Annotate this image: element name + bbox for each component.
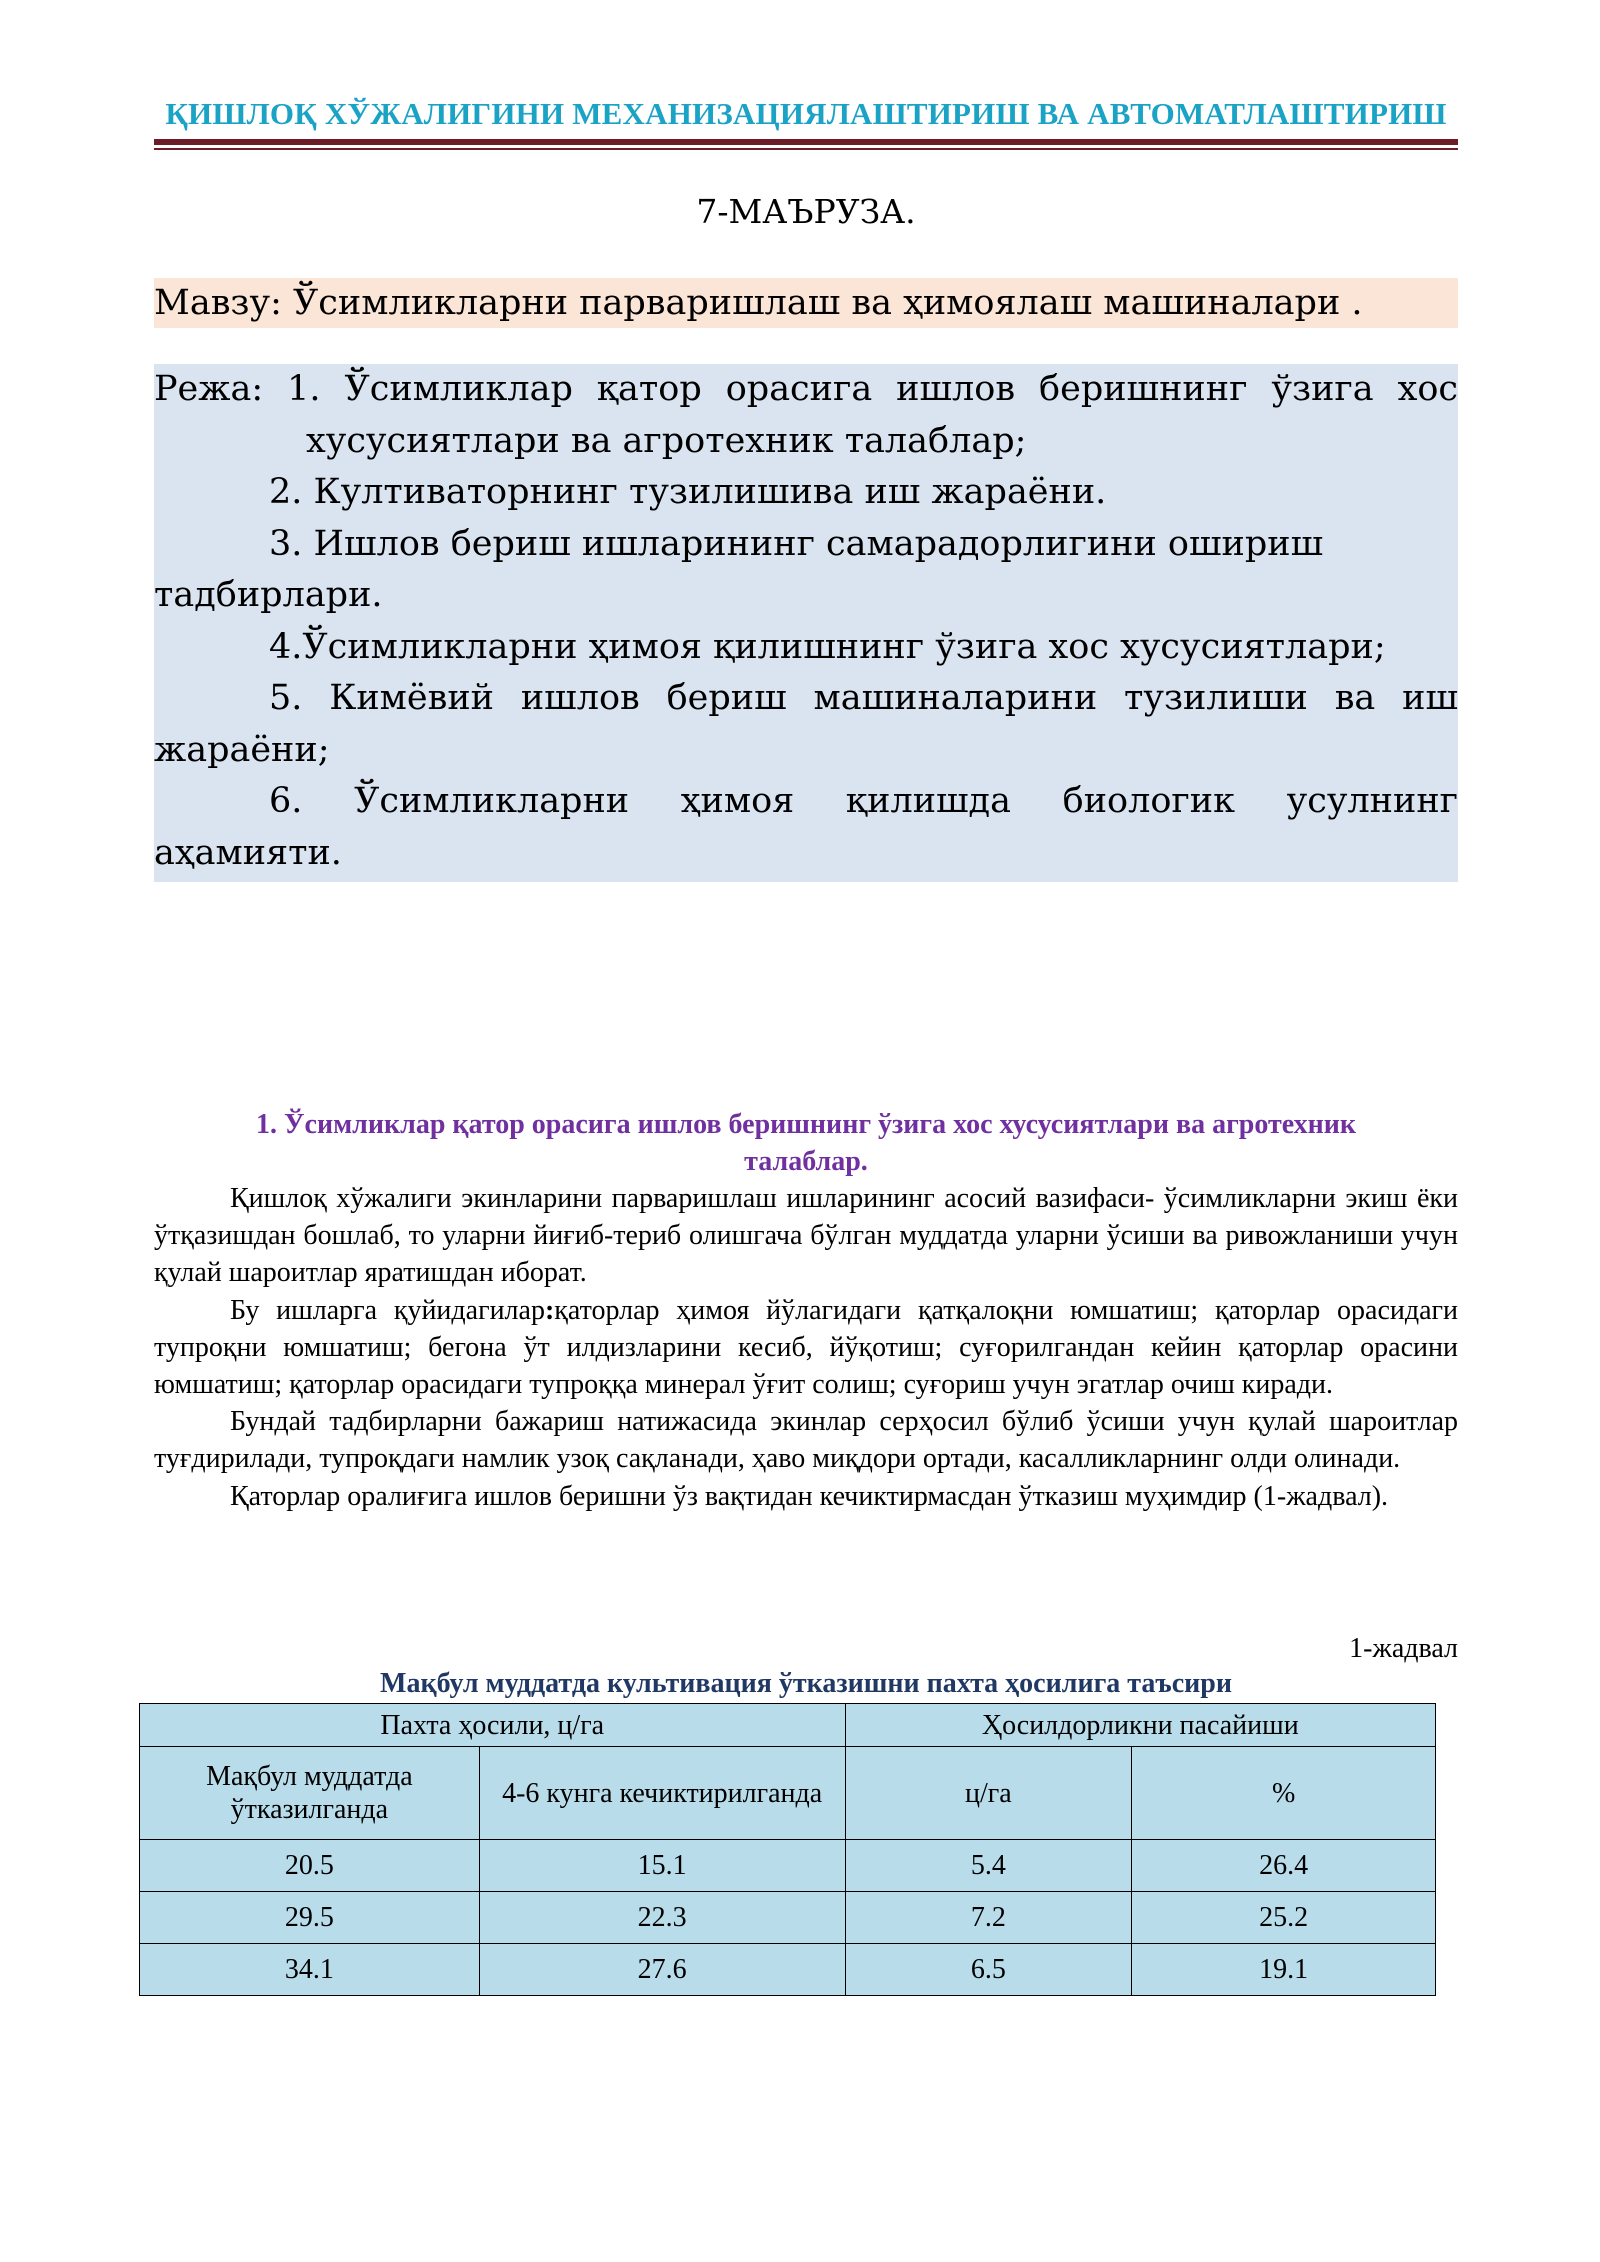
running-header: ҚИШЛОҚ ХЎЖАЛИГИНИ МЕХАНИЗАЦИЯЛАШТИРИШ ВА АВТОМАТЛАШТИРИШ	[165, 96, 1447, 131]
plan-word: биологик	[1062, 781, 1235, 821]
paragraph-2	[154, 1292, 1458, 1404]
table-column-header: %	[1132, 1747, 1436, 1840]
plan-item-2: 2. Култиваторнинг тузилишива иш жараёни.	[269, 472, 1107, 512]
table-row	[140, 1840, 1436, 1892]
section-title	[154, 1106, 1458, 1180]
plan-word: ўзига	[1271, 369, 1374, 409]
bold-colon: :	[544, 1294, 555, 1326]
plan-word: машиналарини	[813, 678, 1098, 718]
plan-item-5-line	[269, 673, 1458, 725]
plan-word: ва	[1334, 678, 1376, 718]
table-cell: 25.2	[1132, 1892, 1436, 1944]
paragraph-1	[154, 1180, 1458, 1292]
table-label: 1-жадвал	[1349, 1633, 1458, 1664]
table-column-header: Мақбул муддатда ўтказилганда	[140, 1747, 480, 1840]
section-body	[154, 1180, 1458, 1515]
header-rule-thin	[154, 148, 1458, 150]
paragraph-text: Бундай тадбирларни бажариш натижасида экинлар серҳосил бўлиб ўсиши учун қулай шароитлар туғдирилади, тупроқдаги намлик узоқ сақланади, ҳаво миқдори ортади, касалликларнинг олди олинади.	[154, 1406, 1458, 1475]
table-cell: 26.4	[1132, 1840, 1436, 1892]
plan-word: бериш	[666, 678, 787, 718]
paragraph-text: Бу ишларга қуйидагилар	[230, 1294, 545, 1326]
table-cell: 7.2	[845, 1892, 1132, 1944]
table-cell: 34.1	[140, 1944, 480, 1996]
paragraph-3	[154, 1403, 1458, 1477]
plan-word: тузилиши	[1124, 678, 1308, 718]
table-row	[140, 1892, 1436, 1944]
plan-word: беришнинг	[1039, 369, 1248, 409]
table-column-header: ц/га	[845, 1747, 1132, 1840]
plan-word: усулнинг	[1286, 781, 1458, 821]
plan-item-1-line	[154, 364, 1458, 416]
table-cell: 15.1	[479, 1840, 845, 1892]
lecture-plan	[154, 364, 1458, 882]
table-cell: 20.5	[140, 1840, 480, 1892]
plan-item-1-cont: хусусиятлари ва агротехник талаблар;	[306, 420, 1027, 461]
plan-word: ишлов	[896, 369, 1016, 409]
table-cell: 27.6	[479, 1944, 845, 1996]
plan-word: Ўсимликларни	[354, 781, 630, 821]
plan-word: иш	[1402, 678, 1458, 718]
plan-word: ҳимоя	[680, 781, 795, 821]
section-title-line-1: 1. Ўсимликлар қатор орасига ишлов беришнинг ўзига хос хусусиятлари ва агротехник	[255, 1109, 1357, 1140]
paragraph-text: Қаторлар оралиғига ишлов беришни ўз вақтидан кечиктирмасдан ўтказиш муҳимдир (1-жадвал).	[230, 1480, 1389, 1512]
plan-word: қатор	[596, 369, 702, 409]
table-group-header: Пахта ҳосили, ц/га	[140, 1704, 846, 1747]
plan-word: 6.	[269, 781, 303, 821]
table-row	[140, 1944, 1436, 1996]
plan-word: 1.	[287, 369, 321, 409]
table-column-header: 4-6 кунга кечиктирилганда	[479, 1747, 845, 1840]
lecture-title: 7-МАЪРУЗА.	[696, 192, 916, 231]
plan-item-6-cont: аҳамияти.	[154, 832, 342, 873]
table-cell: 5.4	[845, 1840, 1132, 1892]
plan-word: қилишда	[845, 781, 1011, 821]
plan-word: орасига	[725, 369, 873, 409]
plan-word: Ўсимликлар	[344, 369, 573, 409]
table-group-header: Ҳосилдорликни пасайиши	[845, 1704, 1435, 1747]
plan-word: хос	[1397, 369, 1458, 409]
plan-word: Кимёвий	[329, 678, 494, 718]
plan-item-3-cont: тадбирлари.	[154, 575, 383, 615]
plan-word: ишлов	[520, 678, 640, 718]
yield-table	[139, 1703, 1436, 1996]
paragraph-text: Қишлоқ хўжалиги экинларини парваришлаш ишларининг асосий вазифаси- ўсимликларни экиш ёки ўтқазишдан бошлаб, то уларни йиғиб-териб олишгача бўлган муддатда уларни ўсиши ва ривожланиши учун қулай шароитлар яратишдан иборат.	[154, 1183, 1458, 1289]
plan-item-5-cont: жараёни;	[154, 729, 330, 770]
table-cell: 19.1	[1132, 1944, 1436, 1996]
section-title-line-2: талаблар.	[744, 1146, 868, 1177]
table-cell: 29.5	[140, 1892, 480, 1944]
paragraph-4	[154, 1478, 1458, 1515]
table-cell: 22.3	[479, 1892, 845, 1944]
plan-word: 5.	[269, 678, 303, 718]
plan-item-6-line	[269, 776, 1458, 828]
lecture-topic: Мавзу: Ўсимликларни парваришлаш ва ҳимоялаш машиналари .	[154, 278, 1458, 328]
plan-item-3: 3. Ишлов бериш ишларининг самарадорлигини ошириш	[269, 523, 1324, 564]
table-cell: 6.5	[845, 1944, 1132, 1996]
table-group-header-row	[140, 1704, 1436, 1747]
table-header-row	[140, 1747, 1436, 1840]
header-rule-thick	[154, 139, 1458, 145]
table-caption: Мақбул муддатда культивация ўтказишни пахта ҳосилига таъсири	[380, 1668, 1232, 1699]
plan-item-4: 4.Ўсимликларни ҳимоя қилишнинг ўзига хос хусусиятлари;	[269, 626, 1386, 667]
plan-label: Режа:	[154, 369, 264, 409]
paragraph-text: қаторлар ҳимоя йўлагидаги қатқалоқни юмшатиш; қаторлар орасидаги тупроқни юмшатиш; бегона ўт илдизларини кесиб, йўқотиш; суғорилгандан кейин қаторлар орасини юмшатиш; қаторлар орасидаги тупроққа минерал ўғит солиш; суғориш учун эгатлар очиш киради.	[154, 1294, 1458, 1401]
